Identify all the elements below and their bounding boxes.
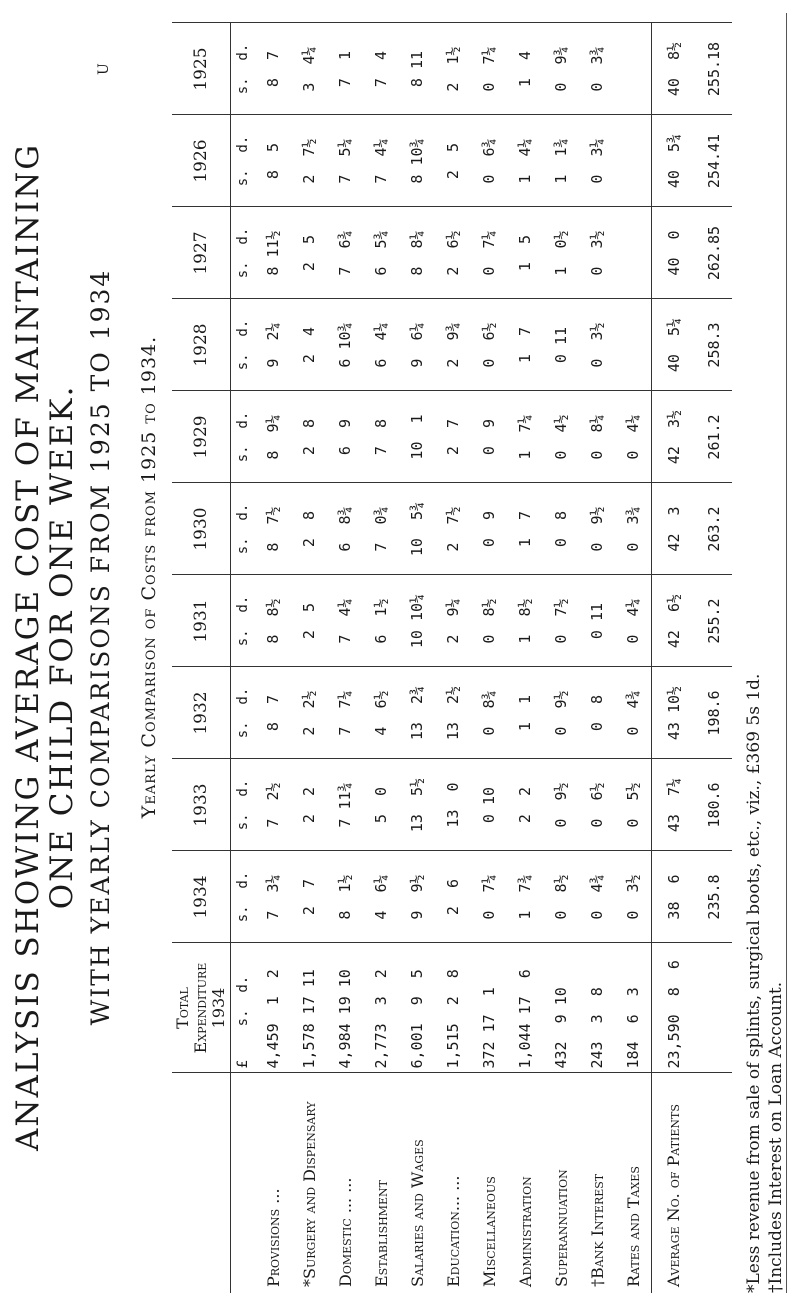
total-expenditure-cell: 1,515 2 8 bbox=[435, 943, 471, 1073]
weekly-cost-cell: 0 4¼ bbox=[615, 391, 652, 483]
patient-count-cell: 255.2 bbox=[696, 575, 732, 667]
table-row bbox=[543, 23, 579, 1293]
patients-count-spacer bbox=[696, 1073, 732, 1293]
total-expenditure-cell: 372 17 1 bbox=[471, 943, 507, 1073]
average-cost-cell: 40 5¼ bbox=[652, 299, 697, 391]
weekly-cost-cell: 2 5 bbox=[291, 207, 327, 299]
weekly-cost-cell: 8 11 bbox=[399, 23, 435, 115]
table-row bbox=[327, 23, 363, 1293]
weekly-cost-cell: 13 5½ bbox=[399, 759, 435, 851]
weekly-cost-cell: 0 9¾ bbox=[543, 23, 579, 115]
weekly-cost-cell: 2 6½ bbox=[435, 207, 471, 299]
weekly-cost-cell: 2 7 bbox=[291, 851, 327, 943]
weekly-cost-cell: 0 4¾ bbox=[615, 667, 652, 759]
title-line-2: ONE CHILD FOR ONE WEEK. bbox=[44, 384, 80, 910]
category-label: Provisions ... bbox=[263, 1188, 283, 1287]
weekly-cost-cell: 2 9¼ bbox=[435, 575, 471, 667]
patients-label: Average No. of Patients bbox=[652, 1073, 697, 1293]
weekly-cost-cell: 0 5½ bbox=[615, 759, 652, 851]
weekly-cost-cell: 6 8¾ bbox=[327, 483, 363, 575]
title-line-1: ANALYSIS SHOWING AVERAGE COST OF MAINTAINING bbox=[10, 143, 46, 1151]
weekly-cost-cell: 8 1½ bbox=[327, 851, 363, 943]
weekly-cost-cell: 7 11¾ bbox=[327, 759, 363, 851]
weekly-cost-cell: 9 6¼ bbox=[399, 299, 435, 391]
weekly-cost-cell: 0 11 bbox=[543, 299, 579, 391]
weekly-cost-cell: 8 7 bbox=[255, 667, 291, 759]
weekly-cost-cell: 1 1¾ bbox=[543, 115, 579, 207]
weekly-cost-cell: 6 4¼ bbox=[363, 299, 399, 391]
weekly-cost-cell: 13 2½ bbox=[435, 667, 471, 759]
footnote-loan-interest: †Includes Interest on Loan Account. bbox=[766, 981, 786, 1293]
total-expenditure-cell: 1,578 17 11 bbox=[291, 943, 327, 1073]
patient-count-cell: 235.8 bbox=[696, 851, 732, 943]
units-row bbox=[231, 23, 256, 1293]
weekly-cost-cell: 2 5 bbox=[291, 575, 327, 667]
weekly-cost-cell: 2 1½ bbox=[435, 23, 471, 115]
average-cost-cell: 40 0 bbox=[652, 207, 697, 299]
total-expenditure-header: Total Expenditure 1934 bbox=[172, 943, 231, 1073]
patient-count-cell: 263.2 bbox=[696, 483, 732, 575]
weekly-cost-cell: 2 2 bbox=[291, 759, 327, 851]
weekly-cost-cell: 7 0¾ bbox=[363, 483, 399, 575]
average-cost-cell: 43 10½ bbox=[652, 667, 697, 759]
patient-count-cell: 254.41 bbox=[696, 115, 732, 207]
patient-count-cell: 180.6 bbox=[696, 759, 732, 851]
units-year: s. d. bbox=[231, 207, 256, 299]
weekly-cost-cell: 0 9½ bbox=[579, 483, 615, 575]
weekly-cost-cell: 3 4¼ bbox=[291, 23, 327, 115]
weekly-cost-cell: 7 4 bbox=[363, 23, 399, 115]
category-label: Miscellaneous bbox=[479, 1176, 499, 1287]
weekly-cost-cell: 8 5 bbox=[255, 115, 291, 207]
average-cost-cell: 42 6½ bbox=[652, 575, 697, 667]
weekly-cost-cell: 2 7 bbox=[435, 391, 471, 483]
weekly-cost-cell: 1 4 bbox=[507, 23, 543, 115]
weekly-cost-cell: 0 3¾ bbox=[615, 483, 652, 575]
weekly-cost-cell: 7 6¾ bbox=[327, 207, 363, 299]
year-header: 1934 bbox=[172, 851, 231, 943]
bottom-rule bbox=[786, 13, 787, 1293]
weekly-cost-cell: 0 9 bbox=[471, 483, 507, 575]
patient-count-cell: 261.2 bbox=[696, 391, 732, 483]
weekly-cost-cell: 9 9½ bbox=[399, 851, 435, 943]
year-header: 1926 bbox=[172, 115, 231, 207]
weekly-cost-cell: 1 1 bbox=[507, 667, 543, 759]
weekly-cost-cell: 0 9½ bbox=[543, 759, 579, 851]
weekly-cost-cell: 2 7½ bbox=[435, 483, 471, 575]
weekly-cost-cell: 0 3¼ bbox=[579, 115, 615, 207]
year-header: 1933 bbox=[172, 759, 231, 851]
weekly-cost-cell: 8 8½ bbox=[255, 575, 291, 667]
weekly-cost-cell bbox=[615, 115, 652, 207]
total-expenditure-cell: 6,001 9 5 bbox=[399, 943, 435, 1073]
units-spacer bbox=[231, 1073, 256, 1293]
weekly-cost-cell: 8 7 bbox=[255, 23, 291, 115]
average-cost-cell: 42 3 bbox=[652, 483, 697, 575]
weekly-cost-cell: 0 9 bbox=[471, 391, 507, 483]
average-cost-cell: 43 7¼ bbox=[652, 759, 697, 851]
weekly-cost-cell: 10 1 bbox=[399, 391, 435, 483]
average-cost-cell: 40 8½ bbox=[652, 23, 697, 115]
year-header: 1932 bbox=[172, 667, 231, 759]
weekly-cost-cell: 6 9 bbox=[327, 391, 363, 483]
weekly-cost-cell: 0 3¾ bbox=[579, 23, 615, 115]
weekly-cost-cell: 7 3¼ bbox=[255, 851, 291, 943]
table-row bbox=[255, 23, 291, 1293]
weekly-cost-cell: 2 2 bbox=[507, 759, 543, 851]
total-expenditure-cell: 184 6 3 bbox=[615, 943, 652, 1073]
total-expenditure-cell: 243 3 8 bbox=[579, 943, 615, 1073]
weekly-cost-cell: 2 7½ bbox=[291, 115, 327, 207]
category-label: Education... ... bbox=[443, 1175, 463, 1287]
category-label: Rates and Taxes bbox=[623, 1166, 643, 1287]
weekly-cost-cell: 1 7 bbox=[507, 299, 543, 391]
patient-count-cell: 262.85 bbox=[696, 207, 732, 299]
weekly-cost-cell: 8 11½ bbox=[255, 207, 291, 299]
weekly-cost-cell: 0 7¼ bbox=[471, 851, 507, 943]
patient-count-cell: 255.18 bbox=[696, 23, 732, 115]
weekly-cost-cell: 1 7 bbox=[507, 483, 543, 575]
units-year: s. d. bbox=[231, 575, 256, 667]
weekly-cost-cell: 0 6½ bbox=[471, 299, 507, 391]
weekly-cost-cell: 8 8¼ bbox=[399, 207, 435, 299]
weekly-cost-cell: 0 4½ bbox=[543, 391, 579, 483]
weekly-cost-cell bbox=[615, 299, 652, 391]
weekly-cost-cell: 0 8 bbox=[543, 483, 579, 575]
weekly-cost-cell: 2 8 bbox=[291, 483, 327, 575]
year-header: 1928 bbox=[172, 299, 231, 391]
weekly-cost-cell: 0 7½ bbox=[543, 575, 579, 667]
table-body bbox=[231, 23, 733, 1293]
weekly-cost-cell: 0 9½ bbox=[543, 667, 579, 759]
weekly-cost-cell: 0 7¼ bbox=[471, 23, 507, 115]
category-label: Salaries and Wages bbox=[407, 1139, 427, 1287]
page-mark: U bbox=[96, 63, 112, 75]
category-header bbox=[172, 1073, 231, 1293]
year-header: 1929 bbox=[172, 391, 231, 483]
weekly-cost-cell: 1 4¼ bbox=[507, 115, 543, 207]
weekly-cost-cell: 2 9¾ bbox=[435, 299, 471, 391]
category-label: *Surgery and Dispensary bbox=[299, 1101, 319, 1287]
year-header: 1931 bbox=[172, 575, 231, 667]
units-total: £ s. d. bbox=[231, 943, 256, 1073]
weekly-cost-cell: 2 5 bbox=[435, 115, 471, 207]
weekly-cost-cell: 6 1½ bbox=[363, 575, 399, 667]
weekly-cost-cell: 0 8½ bbox=[471, 575, 507, 667]
units-year: s. d. bbox=[231, 483, 256, 575]
grand-total-cell: 23,590 8 6 bbox=[652, 943, 697, 1073]
weekly-cost-cell: 8 7½ bbox=[255, 483, 291, 575]
weekly-cost-cell: 2 8 bbox=[291, 391, 327, 483]
weekly-cost-cell: 1 7¼ bbox=[507, 391, 543, 483]
units-year: s. d. bbox=[231, 23, 256, 115]
average-cost-cell: 42 3½ bbox=[652, 391, 697, 483]
weekly-cost-cell: 0 6¾ bbox=[471, 115, 507, 207]
category-label: Superannuation bbox=[551, 1169, 571, 1287]
category-label: Administration bbox=[515, 1176, 535, 1287]
weekly-cost-cell: 8 10¾ bbox=[399, 115, 435, 207]
header-row bbox=[172, 23, 231, 1293]
patients-count-total-spacer bbox=[696, 943, 732, 1073]
weekly-cost-cell: 1 5 bbox=[507, 207, 543, 299]
total-expenditure-cell: 432 9 10 bbox=[543, 943, 579, 1073]
total-expenditure-cell: 4,459 1 2 bbox=[255, 943, 291, 1073]
weekly-cost-cell: 0 3½ bbox=[615, 851, 652, 943]
weekly-cost-cell: 0 8½ bbox=[543, 851, 579, 943]
total-expenditure-cell: 4,984 19 10 bbox=[327, 943, 363, 1073]
patient-count-cell: 258.3 bbox=[696, 299, 732, 391]
weekly-cost-cell: 8 9¼ bbox=[255, 391, 291, 483]
table-row bbox=[507, 23, 543, 1293]
table-row bbox=[471, 23, 507, 1293]
table-row bbox=[363, 23, 399, 1293]
weekly-cost-cell: 1 8½ bbox=[507, 575, 543, 667]
patients-cost-row bbox=[652, 23, 697, 1293]
weekly-cost-cell: 0 10 bbox=[471, 759, 507, 851]
weekly-cost-cell bbox=[615, 23, 652, 115]
weekly-cost-cell: 7 8 bbox=[363, 391, 399, 483]
table-row bbox=[579, 23, 615, 1293]
footnote-splints: *Less revenue from sale of splints, surgical boots, etc., viz., £369 5s 1d. bbox=[744, 673, 764, 1293]
weekly-cost-cell: 2 4 bbox=[291, 299, 327, 391]
weekly-cost-cell: 0 3½ bbox=[579, 299, 615, 391]
weekly-cost-cell: 5 0 bbox=[363, 759, 399, 851]
category-label: †Bank Interest bbox=[587, 1173, 607, 1287]
weekly-cost-cell: 10 5¾ bbox=[399, 483, 435, 575]
weekly-cost-cell: 7 1 bbox=[327, 23, 363, 115]
units-year: s. d. bbox=[231, 851, 256, 943]
weekly-cost-cell: 4 6½ bbox=[363, 667, 399, 759]
weekly-cost-cell: 7 5¼ bbox=[327, 115, 363, 207]
table-caption: Yearly Comparison of Costs from 1925 to 1934. bbox=[138, 335, 160, 819]
weekly-cost-cell: 7 4¼ bbox=[363, 115, 399, 207]
weekly-cost-cell: 1 7¾ bbox=[507, 851, 543, 943]
weekly-cost-cell: 13 2¾ bbox=[399, 667, 435, 759]
total-expenditure-cell: 1,044 17 6 bbox=[507, 943, 543, 1073]
weekly-cost-cell: 4 6¼ bbox=[363, 851, 399, 943]
weekly-cost-cell: 2 2½ bbox=[291, 667, 327, 759]
weekly-cost-cell bbox=[615, 207, 652, 299]
weekly-cost-cell: 0 8 bbox=[579, 667, 615, 759]
units-year: s. d. bbox=[231, 759, 256, 851]
table-row bbox=[615, 23, 652, 1293]
category-label: Domestic ... ... bbox=[335, 1177, 355, 1287]
weekly-cost-cell: 0 11 bbox=[579, 575, 615, 667]
average-cost-cell: 38 6 bbox=[652, 851, 697, 943]
weekly-cost-cell: 1 0½ bbox=[543, 207, 579, 299]
table-row bbox=[435, 23, 471, 1293]
weekly-cost-cell: 7 4¼ bbox=[327, 575, 363, 667]
weekly-cost-cell: 0 8¼ bbox=[579, 391, 615, 483]
year-header: 1930 bbox=[172, 483, 231, 575]
weekly-cost-cell: 0 3½ bbox=[579, 207, 615, 299]
weekly-cost-cell: 13 0 bbox=[435, 759, 471, 851]
weekly-cost-cell: 0 8¾ bbox=[471, 667, 507, 759]
average-cost-cell: 40 5¾ bbox=[652, 115, 697, 207]
weekly-cost-cell: 0 4¾ bbox=[579, 851, 615, 943]
weekly-cost-cell: 0 7¼ bbox=[471, 207, 507, 299]
cost-comparison-table bbox=[172, 23, 732, 1294]
weekly-cost-cell: 6 5¾ bbox=[363, 207, 399, 299]
table-row bbox=[399, 23, 435, 1293]
title-line-3: WITH YEARLY COMPARISONS FROM 1925 TO 1934 bbox=[86, 268, 115, 1026]
units-year: s. d. bbox=[231, 667, 256, 759]
year-header: 1927 bbox=[172, 207, 231, 299]
category-label: Establishment bbox=[371, 1179, 391, 1287]
weekly-cost-cell: 6 10¾ bbox=[327, 299, 363, 391]
weekly-cost-cell: 0 6½ bbox=[579, 759, 615, 851]
units-year: s. d. bbox=[231, 391, 256, 483]
patient-count-cell: 198.6 bbox=[696, 667, 732, 759]
weekly-cost-cell: 10 10¼ bbox=[399, 575, 435, 667]
weekly-cost-cell: 7 7¼ bbox=[327, 667, 363, 759]
weekly-cost-cell: 7 2½ bbox=[255, 759, 291, 851]
weekly-cost-cell: 9 2¼ bbox=[255, 299, 291, 391]
weekly-cost-cell: 0 4¼ bbox=[615, 575, 652, 667]
table-row bbox=[291, 23, 327, 1293]
units-year: s. d. bbox=[231, 299, 256, 391]
weekly-cost-cell: 2 6 bbox=[435, 851, 471, 943]
units-year: s. d. bbox=[231, 115, 256, 207]
year-header: 1925 bbox=[172, 23, 231, 115]
patients-count-row bbox=[696, 23, 732, 1293]
total-expenditure-cell: 2,773 3 2 bbox=[363, 943, 399, 1073]
